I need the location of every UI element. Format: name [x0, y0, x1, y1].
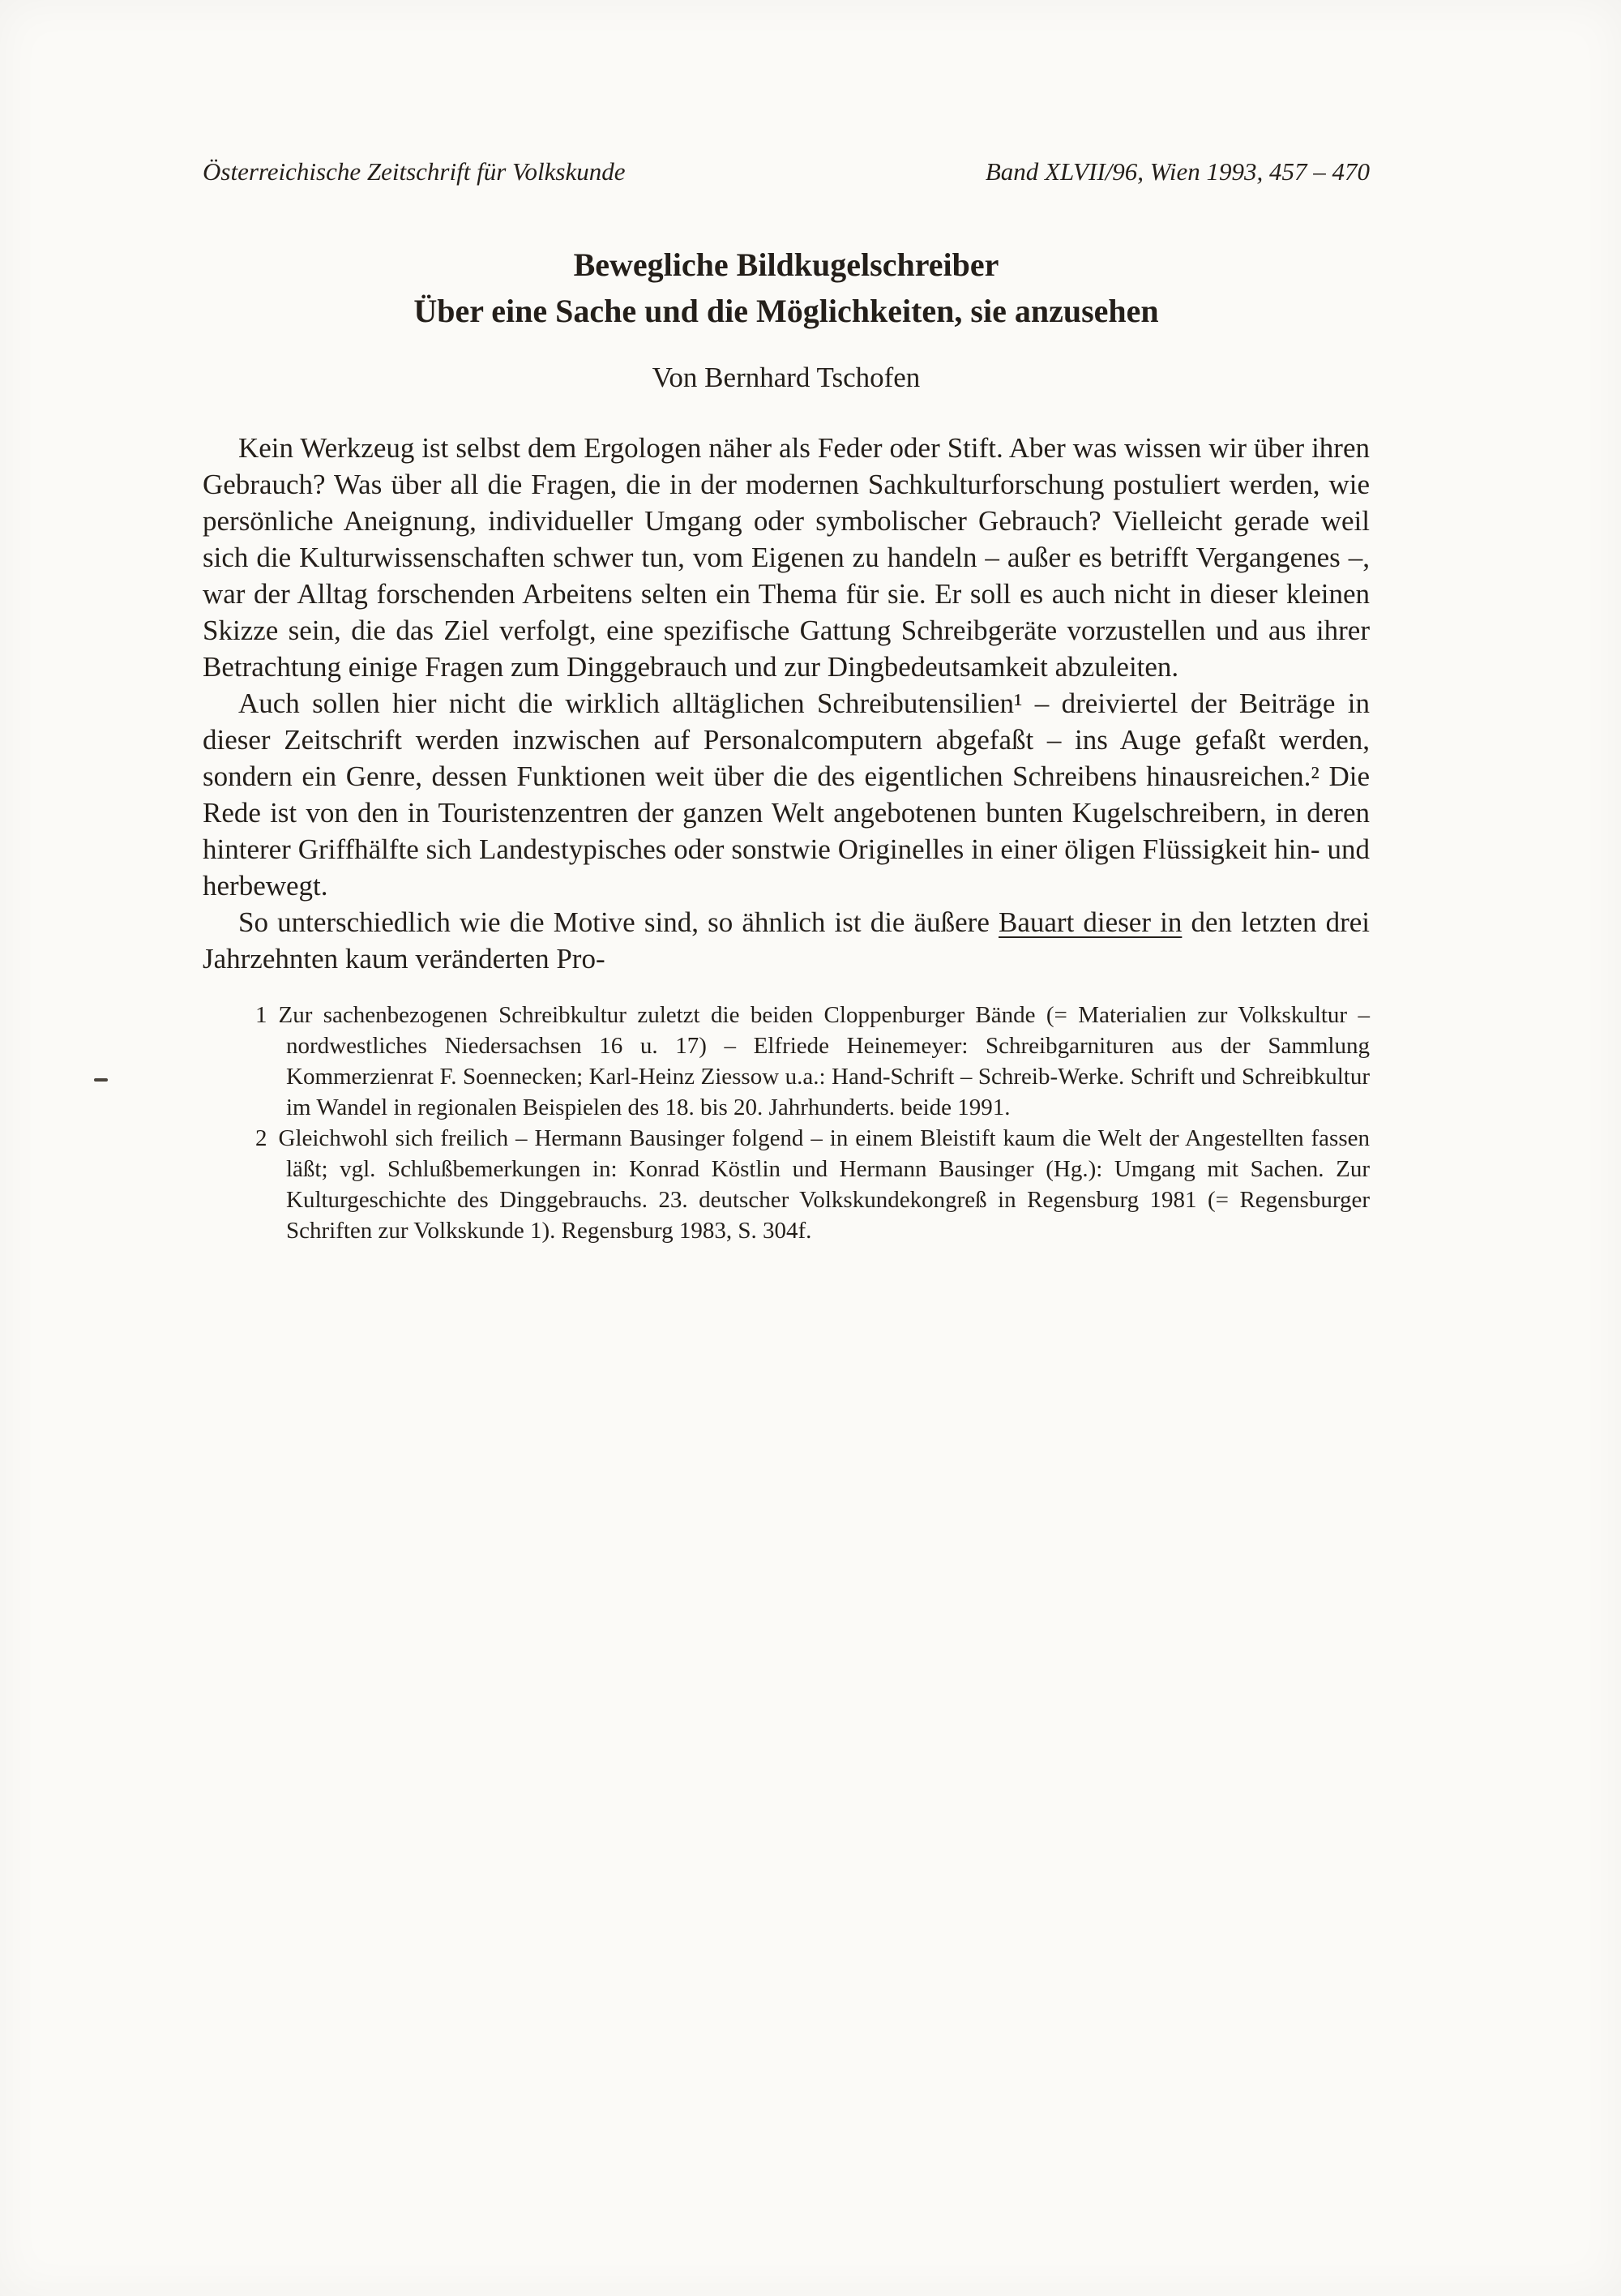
underlined-phrase: Bauart dieser in — [999, 906, 1183, 938]
footnote-2-text: Gleichwohl sich freilich – Hermann Bausinger folgend – in einem Bleistift kaum die Welt der Angestellten fassen läßt; vgl. Schlußbemerkungen in: Konrad Köstlin und Hermann Bausinger (Hg.): Umgang mit Sachen. Zur Kulturgeschichte des Dinggebrauchs. 23. deutscher Volkskundekongreß in Regensburg 1981 (= Regensburger Schriften zur Volkskunde 1). Regensburg 1983, S. 304f. — [278, 1125, 1370, 1244]
article-title-line-1: Bewegliche Bildkugelschreiber — [573, 246, 999, 283]
scan-artifact-mark — [94, 1078, 108, 1082]
running-header — [203, 156, 1370, 188]
paragraph-2: Auch sollen hier nicht die wirklich alltäglichen Schreibutensilien¹ – dreiviertel der Beiträge in dieser Zeitschrift werden inzwischen auf Personalcomputern abgefaßt – ins Auge gefaßt werden, sondern ein Genre, dessen Funktionen weit über die des eigentlichen Schreibens hinausreichen.² Die Rede ist von den in Touristenzentren der ganzen Welt angebotenen bunten Kugelschreibern, in deren hinterer Griffhälfte sich Landestypisches oder sonstwie Originelles in einer öligen Flüssigkeit hin- und herbewegt. — [203, 688, 1370, 902]
footnote-2 — [255, 1123, 1370, 1246]
article-title — [203, 242, 1370, 334]
paragraph-1: Kein Werkzeug ist selbst dem Ergologen näher als Feder oder Stift. Aber was wissen wir über ihren Gebrauch? Was über all die Fragen, die in der modernen Sachkulturforschung postuliert werden, wie persönliche Aneignung, individueller Umgang oder symbolischer Gebrauch? Vielleicht gerade weil sich die Kulturwissenschaften schwer tun, vom Eigenen zu handeln – außer es betrifft Vergangenes –, war der Alltag forschenden Arbeitens selten ein Thema für sie. Er soll es auch nicht in dieser kleinen Skizze sein, die das Ziel verfolgt, eine spezifische Gattung Schreibgeräte vorzustellen und aus ihrer Betrachtung einige Fragen zum Dinggebrauch und zur Dingbedeutsamkeit abzuleiten. — [203, 432, 1370, 683]
footnote-1-number: 1 — [255, 1002, 267, 1028]
article-body — [203, 430, 1370, 977]
page-content — [203, 0, 1370, 1246]
author-byline: Von Bernhard Tschofen — [652, 362, 921, 393]
journal-name: Österreichische Zeitschrift für Volkskunde — [203, 157, 626, 186]
article-title-line-2: Über eine Sache und die Möglichkeiten, sie anzusehen — [413, 293, 1159, 329]
footnote-1-text: Zur sachenbezogenen Schreibkultur zuletzt die beiden Cloppenburger Bände (= Materialien zur Volkskultur – nordwestliches Niedersachsen 16 u. 17) – Elfriede Heinemeyer: Schreibgarnituren aus der Sammlung Kommerzienrat F. Soennecken; Karl-Heinz Ziessow u.a.: Hand-Schrift – Schreib-Werke. Schrift und Schreibkultur im Wandel in regionalen Beispielen des 18. bis 20. Jahrhunderts. beide 1991. — [278, 1002, 1370, 1120]
issue-info: Band XLVII/96, Wien 1993, 457 – 470 — [985, 157, 1370, 186]
paragraph-3-start: So unterschiedlich wie die Motive sind, so ähnlich ist die äußere — [238, 906, 999, 938]
paragraph-3 — [203, 904, 1370, 977]
paragraph-3-end: den letzten drei Jahrzehnten kaum veränderten Pro- — [203, 906, 1370, 975]
footnote-2-number: 2 — [255, 1125, 267, 1151]
footnote-1 — [255, 1000, 1370, 1123]
footnotes-section — [203, 1000, 1370, 1246]
